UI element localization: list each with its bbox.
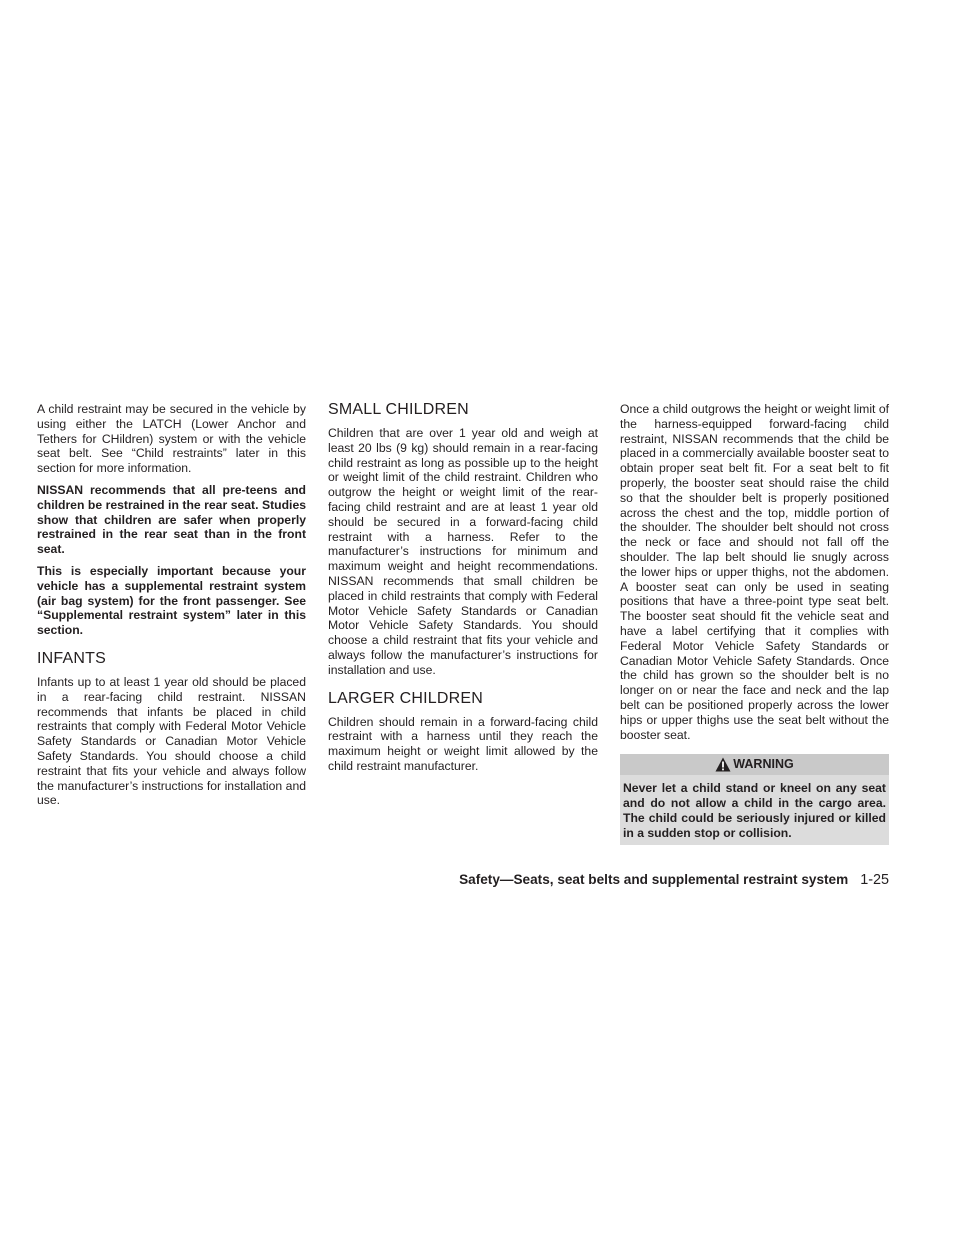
- airbag-note: This is especially important because your vehicle has a supplemental restraint system (air bag system) for the front passenger. See “Supplemental restraint system” later in this section.: [37, 563, 306, 638]
- intro-paragraph: A child restraint may be secured in the vehicle by using either the LATCH (Lower Anchor and Tethers for CHildren) system or with the vehicle seat belt. See “Child restraints” later in this section for more information.: [37, 402, 306, 476]
- rear-seat-recommendation: NISSAN recommends that all pre-teens and children be restrained in the rear seat. Studies show that children are safer when properly restrained in the rear seat than in the front seat.: [37, 482, 306, 557]
- larger-children-heading: LARGER CHILDREN: [328, 689, 484, 707]
- infants-heading: INFANTS: [37, 649, 106, 667]
- page-footer: [459, 872, 889, 888]
- warning-box: [620, 754, 889, 844]
- warning-title: WARNING: [733, 757, 794, 772]
- page-number: 1-25: [860, 872, 889, 888]
- booster-seat-paragraph: Once a child outgrows the height or weight limit of the harness-equipped forward-facing child restraint, NISSAN recommends that the child be placed in a commercially available booster seat to obtain proper seat belt fit. For a seat belt to fit properly, the booster seat should raise the child so that the shoulder belt is properly positioned across the chest and the top, middle portion of the shoulder. The shoulder belt should not cross the neck or face and should not fall off the shoulder. The lap belt should lie snugly across the lower hips or upper thighs, not the abdomen. A booster seat can only be used in seating positions that have a three-point type seat belt. The booster seat should fit the vehicle seat and have a label certifying that it complies with Federal Motor Vehicle Safety Standards or Canadian Motor Vehicle Safety Standards. Once the child has grown so the shoulder belt is no longer on or near the face and neck and the lap belt can be positioned properly across the lower hips or upper thighs use the seat belt without the booster seat.: [620, 402, 889, 742]
- warning-triangle-icon: [715, 757, 731, 772]
- footer-section-title: Safety—Seats, seat belts and supplemental restraint system: [459, 872, 849, 887]
- column-3: [620, 402, 889, 845]
- small-children-heading: SMALL CHILDREN: [328, 401, 469, 418]
- warning-text: Never let a child stand or kneel on any seat and do not allow a child in the cargo area. The child could be seriously injured or killed in a sudden stop or collision.: [620, 775, 889, 844]
- infants-paragraph: Infants up to at least 1 year old should be placed in a rear-facing child restraint. NISSAN recommends that infants be placed in child restraints that comply with Federal Motor Vehicle Safety Standards or Canadian Motor Vehicle Safety Standards. You should choose a child restraint that fits your vehicle and always follow the manufacturer’s instructions for installation and use.: [37, 674, 306, 808]
- column-2: [328, 400, 598, 781]
- small-children-paragraph: Children that are over 1 year old and weigh at least 20 lbs (9 kg) should remain in a rear-facing child restraint as long as possible up to the height or weight limit of the child restraint. Children who outgrow the height or weight limit of the rear-facing child restraint and are at least 1 year old should be secured in a forward-facing child restraint with a harness. Refer to the manufacturer’s instructions for minimum and maximum weight and height recommendations. NISSAN recommends that small children be placed in child restraints that comply with Federal Motor Vehicle Safety Standards or Canadian Motor Vehicle Safety Standards. You should choose a child restraint that fits your vehicle and always follow the manufacturer’s instructions for installation and use.: [328, 426, 598, 677]
- larger-children-paragraph: Children should remain in a forward-facing child restraint with a harness until they reach the maximum height or weight limit allowed by the child restraint manufacturer.: [328, 714, 598, 773]
- column-1: [37, 402, 306, 815]
- warning-header: [620, 754, 889, 775]
